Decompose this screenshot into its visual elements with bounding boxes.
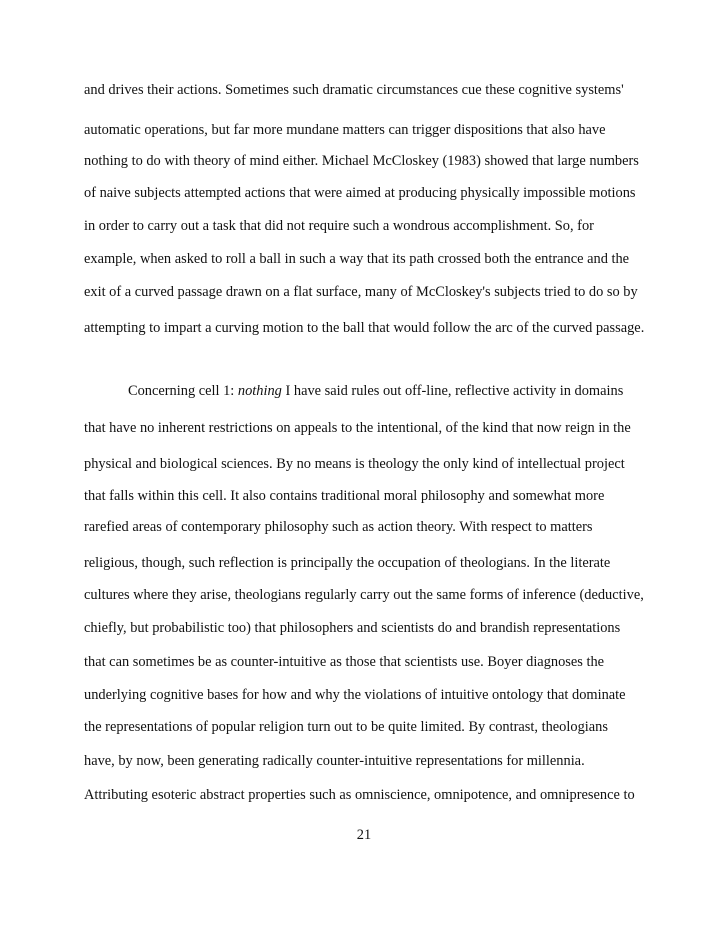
text-line: nothing to do with theory of mind either. Michael McCloskey (1983) showed that large numbers: [84, 153, 639, 169]
text-line: and drives their actions. Sometimes such dramatic circumstances cue these cognitive systems': [84, 82, 624, 98]
emphasis-text: nothing: [237, 383, 282, 399]
paragraph-first-line: [128, 381, 623, 401]
text-span: Concerning cell 1:: [128, 383, 238, 399]
text-line: rarefied areas of contemporary philosophy such as action theory. With respect to matters: [84, 519, 593, 535]
text-line: Attributing esoteric abstract properties such as omniscience, omnipotence, and omnipresence to: [84, 787, 635, 803]
text-line: religious, though, such reflection is principally the occupation of theologians. In the literate: [84, 555, 611, 571]
text-span: I have said rules out off-line, reflective activity in domains: [281, 383, 624, 399]
text-line: the representations of popular religion turn out to be quite limited. By contrast, theologians: [84, 719, 608, 735]
text-line: physical and biological sciences. By no means is theology the only kind of intellectual project: [84, 456, 625, 472]
text-line: that can sometimes be as counter-intuitive as those that scientists use. Boyer diagnoses the: [84, 654, 605, 670]
text-line: exit of a curved passage drawn on a flat surface, many of McCloskey's subjects tried to do so by: [84, 284, 638, 300]
page-number: 21: [356, 827, 372, 843]
text-line: cultures where they arise, theologians regularly carry out the same forms of inference (deductive,: [84, 587, 644, 603]
text-line: example, when asked to roll a ball in such a way that its path crossed both the entrance and the: [84, 251, 630, 267]
text-line: attempting to impart a curving motion to the ball that would follow the arc of the curved passage.: [84, 320, 645, 336]
text-line: that falls within this cell. It also contains traditional moral philosophy and somewhat more: [84, 488, 605, 504]
text-line: in order to carry out a task that did not require such a wondrous accomplishment. So, for: [84, 218, 594, 234]
text-line: have, by now, been generating radically counter-intuitive representations for millennia.: [84, 753, 585, 769]
text-line: automatic operations, but far more mundane matters can trigger dispositions that also have: [84, 122, 606, 138]
text-line: chiefly, but probabilistic too) that philosophers and scientists do and brandish representations: [84, 620, 621, 636]
text-line: that have no inherent restrictions on appeals to the intentional, of the kind that now reign in the: [84, 420, 631, 436]
text-line: underlying cognitive bases for how and why the violations of intuitive ontology that dominate: [84, 687, 626, 703]
text-line: of naive subjects attempted actions that were aimed at producing physically impossible motions: [84, 185, 636, 201]
